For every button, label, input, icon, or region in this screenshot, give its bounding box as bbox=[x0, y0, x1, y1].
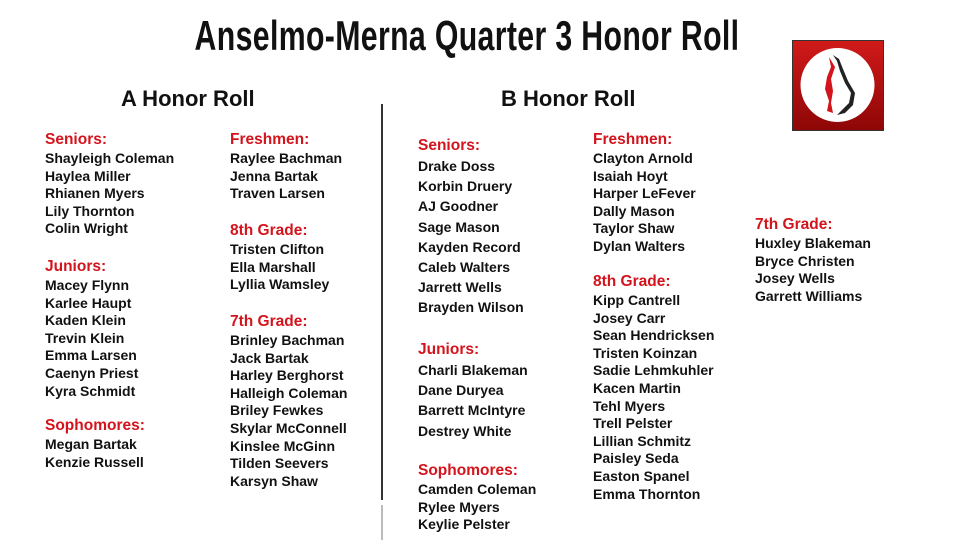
student-name: Colin Wright bbox=[45, 220, 128, 237]
student-name: Dane Duryea bbox=[418, 382, 504, 399]
grade-heading: Seniors: bbox=[418, 137, 481, 154]
student-name: Briley Fewkes bbox=[230, 402, 324, 419]
student-name: Jack Bartak bbox=[230, 349, 309, 366]
column-divider bbox=[381, 104, 383, 500]
b-seniors-group bbox=[418, 135, 524, 318]
student-name: Emma Thornton bbox=[593, 485, 701, 502]
student-name: Camden Coleman bbox=[418, 481, 537, 497]
grade-heading: Juniors: bbox=[45, 258, 107, 275]
a-freshmen-group bbox=[230, 130, 342, 203]
student-name: Macey Flynn bbox=[45, 277, 130, 293]
a-honor-roll-heading: A Honor Roll bbox=[121, 86, 255, 111]
student-list bbox=[593, 292, 714, 503]
grade-heading: Freshmen: bbox=[593, 131, 673, 148]
grade-heading: Sophomores: bbox=[418, 462, 518, 479]
student-name: Skylar McConnell bbox=[230, 419, 347, 436]
student-list bbox=[418, 156, 524, 318]
student-name: Karsyn Shaw bbox=[230, 472, 318, 489]
student-name: Barrett McIntyre bbox=[418, 402, 526, 419]
howling-wolf-icon bbox=[793, 41, 882, 129]
student-name: Caenyn Priest bbox=[45, 364, 139, 381]
grade-heading: 8th Grade: bbox=[230, 222, 308, 239]
student-name: Josey Carr bbox=[593, 309, 666, 326]
a-sophomores-group bbox=[45, 416, 145, 471]
grade-heading: Seniors: bbox=[45, 131, 108, 148]
student-name: Paisley Seda bbox=[593, 450, 679, 467]
student-name: Tilden Seevers bbox=[230, 455, 329, 472]
student-name: Halleigh Coleman bbox=[230, 384, 348, 401]
student-name: Harley Berghorst bbox=[230, 367, 344, 384]
student-name: Shayleigh Coleman bbox=[45, 150, 175, 166]
b-juniors-group bbox=[418, 339, 528, 441]
student-name: Keylie Pelster bbox=[418, 516, 510, 533]
student-name: Isaiah Hoyt bbox=[593, 167, 668, 184]
student-name: Megan Bartak bbox=[45, 436, 137, 452]
student-name: AJ Goodner bbox=[418, 198, 499, 215]
student-name: Kipp Cantrell bbox=[593, 292, 681, 308]
b-freshmen-group bbox=[593, 130, 696, 256]
grade-heading: 8th Grade: bbox=[593, 273, 671, 290]
b-7th-grade-group bbox=[755, 215, 871, 305]
student-name: Kenzie Russell bbox=[45, 453, 144, 470]
student-list bbox=[230, 150, 342, 203]
student-name: Easton Spanel bbox=[593, 467, 690, 484]
student-list bbox=[45, 150, 174, 238]
student-name: Karlee Haupt bbox=[45, 294, 132, 311]
student-name: Sean Hendricksen bbox=[593, 327, 715, 344]
student-list bbox=[755, 235, 871, 305]
student-name: Brinley Bachman bbox=[230, 332, 345, 348]
student-name: Destrey White bbox=[418, 422, 512, 439]
grade-heading: Freshmen: bbox=[230, 131, 310, 148]
student-name: Kyra Schmidt bbox=[45, 382, 136, 399]
grade-heading: 7th Grade: bbox=[230, 313, 308, 330]
student-name: Raylee Bachman bbox=[230, 150, 343, 166]
a-7th-grade-group bbox=[230, 312, 347, 490]
student-name: Drake Doss bbox=[418, 158, 496, 174]
student-list bbox=[593, 150, 696, 256]
student-name: Garrett Williams bbox=[755, 287, 863, 304]
student-name: Josey Wells bbox=[755, 270, 835, 287]
student-list bbox=[418, 360, 528, 441]
student-name: Jarrett Wells bbox=[418, 279, 502, 296]
student-name: Kacen Martin bbox=[593, 379, 681, 396]
student-name: Clayton Arnold bbox=[593, 150, 693, 166]
a-juniors-group bbox=[45, 257, 138, 400]
student-name: Tristen Clifton bbox=[230, 241, 325, 257]
page-title: Anselmo-Merna Quarter 3 Honor Roll bbox=[194, 12, 740, 59]
student-name: Emma Larsen bbox=[45, 347, 137, 364]
student-name: Korbin Druery bbox=[418, 178, 513, 195]
b-honor-roll-heading: B Honor Roll bbox=[501, 86, 636, 111]
student-list bbox=[230, 241, 329, 294]
student-name: Harper LeFever bbox=[593, 185, 696, 202]
a-8th-grade-group bbox=[230, 221, 329, 294]
student-name: Caleb Walters bbox=[418, 259, 511, 276]
student-name: Tehl Myers bbox=[593, 397, 666, 414]
student-name: Trell Pelster bbox=[593, 415, 673, 432]
student-list bbox=[45, 436, 145, 471]
student-name: Dylan Walters bbox=[593, 237, 686, 254]
b-8th-grade-group bbox=[593, 272, 714, 503]
student-name: Rhianen Myers bbox=[45, 185, 145, 202]
grade-heading: Juniors: bbox=[418, 341, 480, 358]
student-name: Taylor Shaw bbox=[593, 220, 675, 237]
student-list bbox=[230, 332, 347, 490]
student-name: Jenna Bartak bbox=[230, 167, 318, 184]
student-name: Lily Thornton bbox=[45, 202, 135, 219]
student-name: Rylee Myers bbox=[418, 498, 500, 515]
student-name: Huxley Blakeman bbox=[755, 235, 871, 251]
b-sophomores-group bbox=[418, 461, 536, 534]
student-name: Ella Marshall bbox=[230, 258, 316, 275]
student-name: Charli Blakeman bbox=[418, 362, 528, 378]
student-name: Haylea Miller bbox=[45, 167, 131, 184]
student-list bbox=[45, 277, 138, 400]
grade-heading: 7th Grade: bbox=[755, 216, 833, 233]
student-name: Kinslee McGinn bbox=[230, 437, 336, 454]
column-divider-lower bbox=[381, 505, 383, 540]
student-name: Sage Mason bbox=[418, 218, 500, 235]
student-name: Lillian Schmitz bbox=[593, 432, 692, 449]
student-name: Traven Larsen bbox=[230, 185, 325, 202]
a-seniors-group bbox=[45, 130, 174, 238]
student-name: Dally Mason bbox=[593, 202, 675, 219]
student-name: Tristen Koinzan bbox=[593, 344, 698, 361]
student-name: Bryce Christen bbox=[755, 252, 855, 269]
school-logo bbox=[792, 40, 884, 131]
student-name: Kaden Klein bbox=[45, 312, 126, 329]
grade-heading: Sophomores: bbox=[45, 417, 145, 434]
student-name: Trevin Klein bbox=[45, 329, 125, 346]
student-name: Sadie Lehmkuhler bbox=[593, 362, 714, 379]
student-name: Lyllia Wamsley bbox=[230, 276, 330, 293]
student-list bbox=[418, 481, 536, 534]
student-name: Brayden Wilson bbox=[418, 299, 524, 316]
student-name: Kayden Record bbox=[418, 238, 521, 255]
